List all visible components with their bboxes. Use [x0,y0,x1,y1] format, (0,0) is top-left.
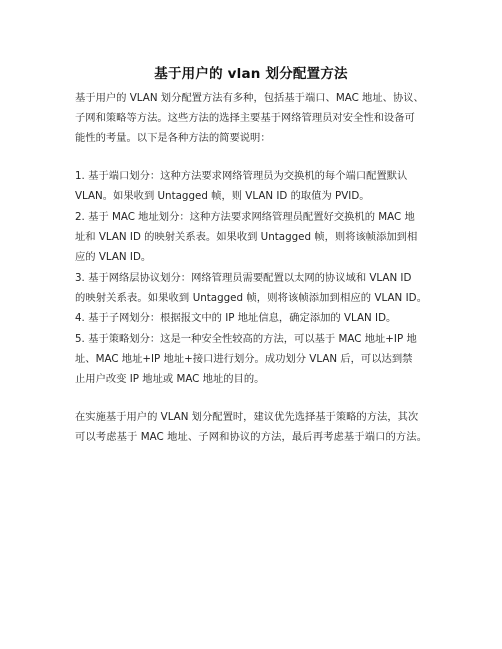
list-item-line: 5. 基于策略划分：这是一种安全性较高的方法，可以基于 MAC 地址+IP 地 [75,333,417,345]
list-item-line: VLAN。如果收到 Untagged 帧，则 VLAN ID 的取值为 PVID。 [75,190,370,202]
list-item-line: 1. 基于端口划分：这种方法要求网络管理员为交换机的每个端口配置默认 [75,170,408,182]
list-item-line: 4. 基于子网划分：根据报文中的 IP 地址信息，确定添加的 VLAN ID。 [75,312,397,324]
conclusion-line: 在实施基于用户的 VLAN 划分配置时，建议优先选择基于策略的方法，其次 [75,411,419,423]
intro-line: 基于用户的 VLAN 划分配置方法有多种，包括基于端口、MAC 地址、协议、 [75,92,424,104]
list-item-line: 应的 VLAN ID。 [75,251,152,263]
list-item-line: 止用户改变 IP 地址或 MAC 地址的目的。 [75,373,265,385]
document-title: 基于用户的 vlan 划分配置方法 [154,66,348,82]
conclusion-line: 可以考虑基于 MAC 地址、子网和协议的方法，最后再考虑基于端口的方法。 [75,431,427,443]
list-item-line: 址、MAC 地址+IP 地址+接口进行划分。成功划分 VLAN 后，可以达到禁 [75,353,413,365]
list-item-line: 2. 基于 MAC 地址划分：这种方法要求网络管理员配置好交换机的 MAC 地 [75,211,415,223]
list-item-line: 的映射关系表。如果收到 Untagged 帧，则将该帧添加到相应的 VLAN ID。 [75,292,427,304]
list-item-line: 3. 基于网络层协议划分：网络管理员需要配置以太网的协议域和 VLAN ID [75,272,412,284]
intro-line: 能性的考量。以下是各种方法的简要说明： [75,132,271,144]
intro-line: 子网和策略等方法。这些方法的选择主要基于网络管理员对安全性和设备可 [75,112,415,124]
list-item-line: 址和 VLAN ID 的映射关系表。如果收到 Untagged 帧，则将该帧添加到相 [75,231,418,243]
